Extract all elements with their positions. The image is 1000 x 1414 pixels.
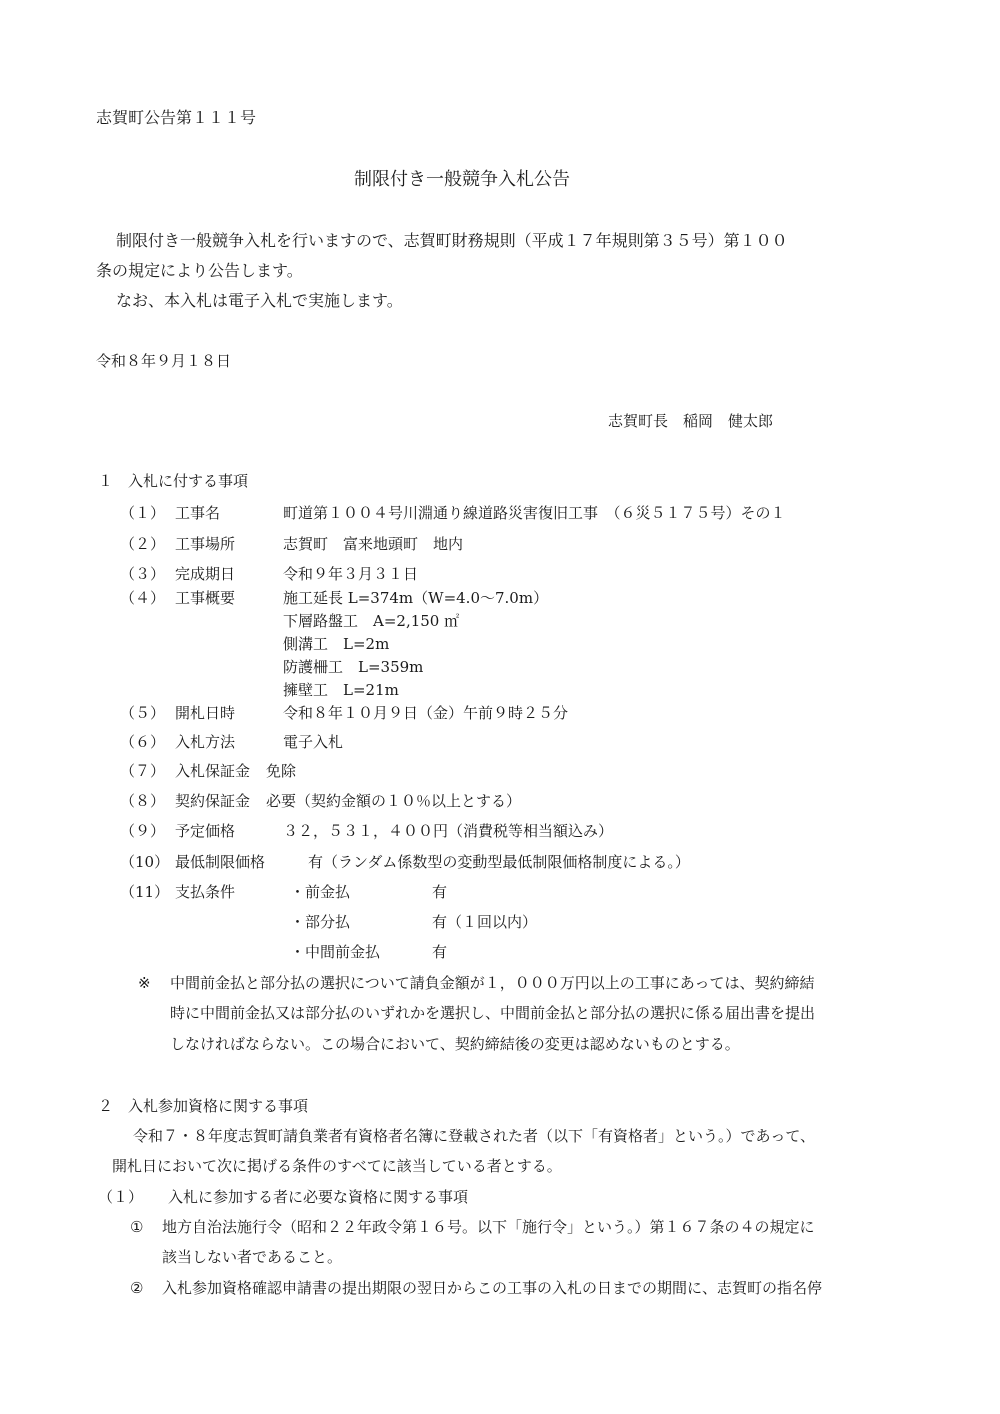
item-number: （８）: [120, 792, 166, 810]
condition-2-mark: ②: [130, 1279, 144, 1297]
item-number: （７）: [120, 762, 166, 780]
condition-2-line-1: 入札参加資格確認申請書の提出期限の翌日からこの工事の入札の日までの期間に、志賀町の指名停: [162, 1279, 823, 1297]
item-label: 入札方法: [175, 733, 236, 751]
payment-label: ・前金払: [290, 883, 351, 901]
item-value: ３２，５３１，４００円（消費税等相当額込み）: [283, 822, 614, 840]
section-2-heading: ２ 入札参加資格に関する事項: [98, 1097, 309, 1115]
item-label: 支払条件: [175, 883, 236, 901]
section-1-heading: １ 入札に付する事項: [98, 472, 249, 490]
item-label: 入札保証金: [175, 762, 251, 780]
item-label: 工事場所: [175, 535, 236, 553]
item-label: 最低制限価格: [175, 853, 266, 871]
section-2-para-line-1: 令和７・８年度志賀町請負業者有資格者名簿に登載された者（以下「有資格者」という。）であって、: [133, 1127, 816, 1145]
item-label: 工事名: [175, 504, 221, 522]
condition-1-mark: ①: [130, 1218, 144, 1236]
overview-line: 防護柵工 L=359m: [283, 658, 424, 676]
item-value: 令和９年３月３１日: [283, 565, 419, 583]
item-number: （２）: [120, 535, 166, 553]
item-label: 完成期日: [175, 565, 236, 583]
item-value: 町道第１００４号川淵通り線道路災害復旧工事 （６災５１７５号）その１: [283, 504, 786, 522]
item-label: 工事概要: [175, 589, 236, 607]
item-value: 施工延長 L=374m（W=4.0～7.0m）: [283, 589, 549, 607]
note-line-3: しなければならない。この場合において、契約締結後の変更は認めないものとする。: [170, 1035, 740, 1053]
item-number: （４）: [120, 589, 166, 607]
item-value: 免除: [266, 762, 297, 780]
item-value: 有（ランダム係数型の変動型最低制限価格制度による。）: [308, 853, 690, 871]
section-2-para-line-2: 開札日において次に掲げる条件のすべてに該当している者とする。: [112, 1157, 562, 1175]
overview-line: 下層路盤工 A=2,150 ㎡: [283, 612, 460, 630]
payment-label: ・部分払: [290, 913, 351, 931]
item-value: 令和８年１０月９日（金）午前９時２５分: [283, 704, 569, 722]
issue-date: 令和８年９月１８日: [96, 352, 232, 370]
item-value: 必要（契約金額の１０％以上とする）: [266, 792, 522, 810]
sub-number: （１）: [98, 1188, 144, 1206]
item-number: （11）: [120, 883, 170, 901]
condition-1-line-2: 該当しない者であること。: [162, 1248, 343, 1266]
item-number: （９）: [120, 822, 166, 840]
item-value: 志賀町 富来地頭町 地内: [283, 535, 464, 553]
item-value: 電子入札: [283, 733, 344, 751]
item-label: 契約保証金: [175, 792, 251, 810]
item-number: （６）: [120, 733, 166, 751]
document-title: 制限付き一般競争入札公告: [354, 169, 570, 190]
overview-line: 側溝工 L=2m: [283, 635, 390, 653]
sub-heading: 入札に参加する者に必要な資格に関する事項: [168, 1188, 469, 1206]
payment-label: ・中間前金払: [290, 943, 381, 961]
item-number: （10）: [120, 853, 170, 871]
condition-1-line-1: 地方自治法施行令（昭和２２年政令第１６号。以下「施行令」という。）第１６７条の４の規定に: [162, 1218, 815, 1236]
item-number: （３）: [120, 565, 166, 583]
item-label: 予定価格: [175, 822, 236, 840]
payment-value: 有: [432, 943, 448, 961]
note-line-2: 時に中間前金払又は部分払のいずれかを選択し、中間前金払と部分払の選択に係る届出書を提出: [170, 1004, 816, 1022]
payment-value: 有: [432, 883, 448, 901]
item-number: （１）: [120, 504, 166, 522]
overview-line: 擁壁工 L=21m: [283, 681, 399, 699]
intro-line-1: 制限付き一般競争入札を行いますので、志賀町財務規則（平成１７年規則第３５号）第１００: [116, 231, 788, 250]
intro-line-2: 条の規定により公告します。: [96, 261, 303, 280]
notice-number: 志賀町公告第１１１号: [96, 108, 257, 127]
payment-value: 有（１回以内）: [432, 913, 538, 931]
intro-line-3: なお、本入札は電子入札で実施します。: [116, 291, 403, 310]
item-label: 開札日時: [175, 704, 236, 722]
note-line-1: 中間前金払と部分払の選択について請負金額が１，０００万円以上の工事にあっては、契約締結: [170, 974, 815, 992]
note-mark: ※: [138, 974, 151, 992]
item-number: （５）: [120, 704, 166, 722]
signer: 志賀町長 稲岡 健太郎: [608, 412, 774, 430]
